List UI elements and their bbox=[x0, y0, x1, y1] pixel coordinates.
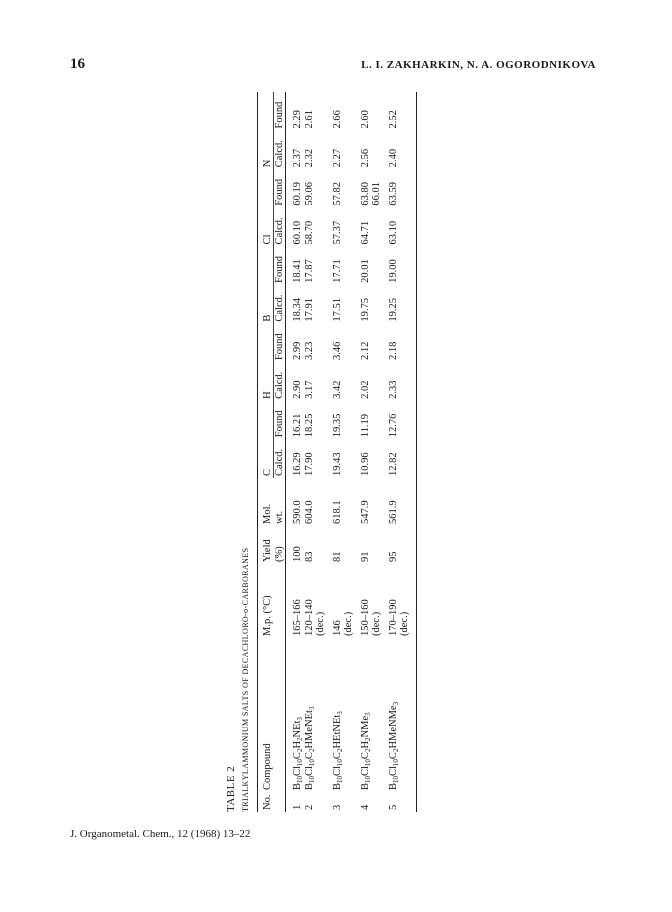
mp-note: (dec.) bbox=[399, 611, 410, 636]
header-calcd: Calcd. bbox=[274, 140, 285, 168]
cell-molwt: 561.9 bbox=[388, 500, 399, 524]
cell-no: 2 bbox=[304, 804, 315, 810]
header-yield-unit: (%) bbox=[273, 546, 285, 562]
table-row bbox=[382, 92, 410, 812]
cell-b-found: 17.71 bbox=[332, 259, 343, 283]
mp-value: 150–160 bbox=[360, 599, 371, 636]
cell-b-calcd: 18.34 bbox=[292, 298, 303, 322]
header-molwt: Mol. bbox=[262, 503, 273, 524]
cell-compound: $B_{10}Cl_{10}C_2HEtNEt_3$ bbox=[332, 711, 344, 790]
cell-no: 3 bbox=[332, 804, 343, 810]
header-calcd: Calcd. bbox=[274, 448, 285, 476]
cell-h-found: 2.12 bbox=[360, 341, 371, 361]
cell-cl-calcd: 60.10 bbox=[292, 220, 303, 245]
table-end-rule bbox=[410, 92, 417, 812]
cell-b-calcd: 19.75 bbox=[360, 298, 371, 322]
rotated-table-block bbox=[225, 92, 615, 812]
data-table bbox=[257, 92, 417, 812]
cell-c-calcd: 17.90 bbox=[304, 452, 315, 476]
cell-n-calcd: 2.56 bbox=[360, 148, 371, 168]
cell-yield: 83 bbox=[304, 551, 315, 562]
cell-h-calcd: 2.33 bbox=[388, 380, 399, 399]
header-h: H bbox=[258, 324, 274, 401]
cell-b-calcd: 17.91 bbox=[304, 298, 315, 322]
cell-h-calcd: 3.42 bbox=[332, 380, 343, 399]
cell-compound: $B_{10}Cl_{10}C_2HMeNEt_3$ bbox=[304, 706, 316, 790]
cell-c-found: 19.35 bbox=[332, 413, 343, 438]
table-row bbox=[354, 92, 382, 812]
header-mp: M.p. (°C) bbox=[262, 595, 273, 636]
cell-n-calcd: 2.37 bbox=[292, 148, 303, 168]
journal-footer: J. Organometal. Chem., 12 (1968) 13–22 bbox=[70, 828, 251, 840]
cell-c-calcd: 12.82 bbox=[388, 452, 399, 476]
header-b: B bbox=[258, 246, 274, 323]
cell-molwt: 618.1 bbox=[332, 500, 343, 524]
cell-n-calcd: 2.40 bbox=[388, 148, 399, 168]
header-calcd: Calcd. bbox=[274, 371, 285, 399]
cell-molwt: 604.0 bbox=[304, 500, 315, 524]
cell-c-found: 11.19 bbox=[360, 413, 371, 438]
cell-no: 5 bbox=[388, 804, 399, 810]
cell-yield: 95 bbox=[388, 551, 399, 562]
mp-value: 170–190 bbox=[388, 599, 399, 636]
table-row bbox=[326, 92, 354, 812]
cell-cl-found: 63.59 bbox=[388, 182, 399, 206]
cell-mp bbox=[303, 564, 326, 638]
cell-h-calcd: 3.17 bbox=[304, 380, 315, 399]
cell-c-found: 18.25 bbox=[304, 413, 315, 438]
cell-c-found: 12.76 bbox=[388, 413, 399, 438]
cell-n-calcd: 2.32 bbox=[304, 148, 315, 168]
cell-mp bbox=[326, 564, 354, 638]
page-number: 16 bbox=[70, 56, 85, 72]
cell-cl-calcd: 57.37 bbox=[332, 220, 343, 245]
cell-compound: $B_{10}Cl_{10}C_2H_2NMe_3$ bbox=[360, 712, 372, 790]
header-found: Found bbox=[274, 333, 285, 361]
header-cl: Cl bbox=[258, 169, 274, 246]
cell-mp bbox=[382, 564, 410, 638]
cell-yield: 100 bbox=[292, 546, 303, 562]
cell-b-calcd: 17.51 bbox=[332, 298, 343, 322]
mp-note: (dec.) bbox=[315, 611, 326, 636]
header-compound: Compound bbox=[262, 743, 273, 790]
cell-cl-calcd: 63.10 bbox=[388, 220, 399, 245]
header-found: Found bbox=[274, 101, 285, 129]
cell-n-found: 2.60 bbox=[360, 110, 371, 129]
cell-yield: 81 bbox=[332, 551, 343, 562]
cell-b-calcd: 19.25 bbox=[388, 298, 399, 322]
cl-found-value-2: 66.01 bbox=[371, 182, 382, 206]
cell-h-found: 2.99 bbox=[292, 341, 303, 361]
cell-c-found: 16.21 bbox=[292, 413, 303, 438]
running-head: L. I. ZAKHARKIN, N. A. OGORODNIKOVA bbox=[361, 59, 596, 71]
mp-value: 146 bbox=[332, 620, 343, 636]
cell-b-found: 18.41 bbox=[292, 259, 303, 283]
cell-h-found: 3.46 bbox=[332, 341, 343, 361]
header-yield: Yield bbox=[262, 539, 273, 562]
cell-h-calcd: 2.02 bbox=[360, 380, 371, 399]
cell-b-found: 20.01 bbox=[360, 259, 371, 283]
cell-b-found: 19.00 bbox=[388, 259, 399, 283]
cl-found-value: 63.80 bbox=[360, 182, 371, 206]
cell-mp: 165–166 bbox=[292, 599, 303, 636]
cell-b-found: 17.87 bbox=[304, 259, 315, 283]
table-label: TABLE 2 bbox=[225, 765, 237, 812]
header-found: Found bbox=[274, 178, 285, 206]
header-c: C bbox=[258, 401, 274, 478]
cell-c-calcd: 16.29 bbox=[292, 452, 303, 476]
cell-n-found: 2.61 bbox=[304, 110, 315, 129]
cell-c-calcd: 19.43 bbox=[332, 452, 343, 476]
table-row bbox=[286, 92, 304, 812]
cell-compound: $B_{10}Cl_{10}C_2HMeNMe_3$ bbox=[388, 701, 400, 790]
cell-cl-calcd: 58.70 bbox=[304, 220, 315, 245]
header-calcd: Calcd. bbox=[274, 294, 285, 322]
header-no: No. bbox=[262, 794, 273, 810]
cell-n-found: 2.52 bbox=[388, 110, 399, 129]
mp-note: (dec.) bbox=[371, 611, 382, 636]
cell-cl-found: 59.06 bbox=[304, 182, 315, 206]
header-found: Found bbox=[274, 410, 285, 438]
cell-compound: $B_{10}Cl_{10}C_2H_2NEt_3$ bbox=[292, 717, 304, 790]
mp-value: 120–140 bbox=[304, 599, 315, 636]
cell-n-calcd: 2.27 bbox=[332, 148, 343, 168]
cell-molwt: 547.9 bbox=[360, 500, 371, 524]
cell-h-found: 3.23 bbox=[304, 341, 315, 361]
header-calcd: Calcd. bbox=[274, 217, 285, 245]
cell-c-calcd: 10.96 bbox=[360, 452, 371, 476]
cell-h-found: 2.18 bbox=[388, 341, 399, 361]
cell-cl-found: 57.82 bbox=[332, 182, 343, 206]
cell-molwt: 590.0 bbox=[292, 500, 303, 524]
cell-n-found: 2.29 bbox=[292, 110, 303, 129]
cell-cl-found: 60.19 bbox=[292, 182, 303, 206]
cell-no: 4 bbox=[360, 804, 371, 810]
table-row bbox=[303, 92, 326, 812]
header-found: Found bbox=[274, 256, 285, 283]
mp-note: (dec.) bbox=[343, 611, 354, 636]
cell-mp bbox=[354, 564, 382, 638]
table-caption: TRIALKYLAMMONIUM SALTS OF DECACHLORO-o-CARBORANES bbox=[241, 547, 250, 812]
cell-no: 1 bbox=[292, 804, 303, 810]
cell-h-calcd: 2.90 bbox=[292, 380, 303, 399]
cell-yield: 91 bbox=[360, 551, 371, 562]
header-n: N bbox=[258, 92, 274, 169]
cell-cl-calcd: 64.71 bbox=[360, 220, 371, 245]
header-molwt-unit: wt. bbox=[273, 510, 285, 524]
cell-cl-found bbox=[354, 169, 382, 207]
cell-n-found: 2.66 bbox=[332, 110, 343, 129]
